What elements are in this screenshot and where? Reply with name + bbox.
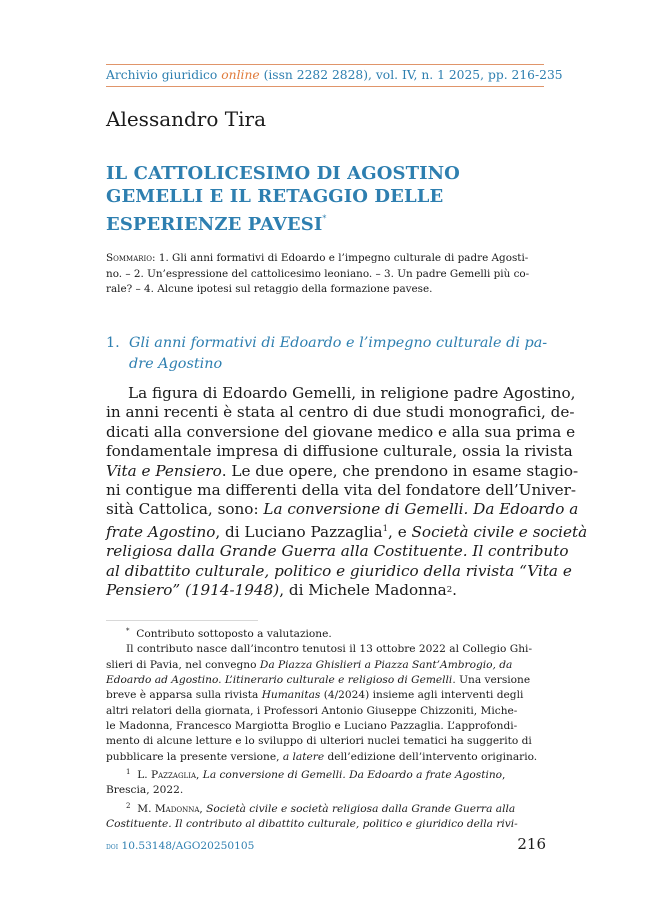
title-line: IL CATTOLICESIMO DI AGOSTINO [106, 163, 460, 184]
footnote-line: Costituente. Il contributo al dibattito culturale, politico e giuridico della rivi- [106, 818, 518, 831]
summary-line: no. – 2. Un’espressione del cattolicesimo leoniano. – 3. Un padre Gemelli più co- [106, 267, 530, 280]
footnote-line: le Madonna, Francesco Margiotta Broglio e Luciano Pazzaglia. L’approfondi- [106, 720, 518, 733]
body-text: sità Cattolica, sono: [106, 500, 264, 519]
footnote-separator [106, 620, 258, 621]
footnote-line [106, 673, 546, 688]
footnote-line: altri relatori della giornata, i Professori Antonio Giuseppe Chizzoniti, Miche- [106, 704, 518, 717]
footnote-text: , [196, 769, 203, 782]
section-title-line: dre Agostino [129, 355, 223, 372]
footnote-author: Pazzaglia [151, 769, 197, 782]
section-title [129, 333, 547, 374]
page-number: 216 [517, 835, 546, 853]
body-text: , di Michele Madonna [279, 581, 447, 600]
footnotes [106, 624, 546, 832]
article-title [106, 163, 546, 237]
footnote-text: Contributo sottoposto a valutazione. [136, 628, 332, 640]
footnote-ref-1[interactable]: 1 [382, 523, 389, 534]
journal-details: (issn 2282 2828), vol. IV, n. 1 2025, pp. 216-235 [263, 68, 563, 82]
footnote-marker: 2 [126, 801, 131, 810]
footnote-text: breve è apparsa sulla rivista [106, 689, 262, 702]
body-paragraph [106, 384, 588, 600]
footnote-italic: Da Piazza Ghislieri a Piazza Sant’Ambrogio, da [259, 658, 513, 671]
journal-header [106, 68, 563, 82]
journal-name: Archivio giuridico [106, 68, 218, 82]
footnote-line [106, 658, 546, 673]
book-title-italic: frate Agostino [106, 522, 216, 541]
footnote-text: , [502, 769, 506, 782]
footnote-ref-2[interactable]: 2 [446, 585, 453, 596]
header-bottom-rule [106, 86, 544, 87]
journal-title-italic: Vita e Pensiero [106, 461, 222, 480]
book-title-italic: La conversione di Gemelli. Da Edoardo a [263, 500, 579, 519]
body-text: . [452, 581, 457, 600]
body-line [106, 520, 588, 542]
body-line: La figura di Edoardo Gemelli, in religione padre Agostino, [128, 384, 576, 402]
title-footnote-marker[interactable]: * [322, 214, 327, 223]
journal-online: online [221, 68, 260, 82]
body-line: dicati alla conversione del giovane medico e alla sua prima e [106, 422, 576, 441]
book-title-italic: Società civile e società [411, 522, 588, 541]
footnote-line [106, 750, 546, 765]
section-number: 1. [106, 335, 120, 351]
footnote-text: L. [137, 769, 151, 782]
doi-link[interactable] [106, 840, 254, 852]
body-line [106, 461, 579, 481]
footnote-text: . Una versione [452, 674, 531, 687]
book-title-italic: Pensiero” (1914-1948) [106, 581, 280, 600]
footnote-text: slieri di Pavia, nel convegno [106, 658, 260, 671]
footnote-italic: La conversione di Gemelli. Da Edoardo a frate Agostino [202, 769, 503, 782]
footnote-italic: a latere [282, 750, 325, 763]
summary-text: 1. Gli anni formativi di Edoardo e l’impegno culturale di padre Agosti- [158, 252, 529, 264]
footnote-italic: Società civile e società religiosa dalla Grande Guerra alla [206, 802, 516, 815]
footnote-2 [106, 799, 546, 817]
body-line [106, 500, 579, 519]
footnote-author: Madonna [154, 802, 200, 815]
footnote-1 [106, 765, 546, 783]
body-line: religiosa dalla Grande Guerra alla Costituente. Il contributo [106, 542, 569, 561]
footnote-text: pubblicare la presente versione, [106, 750, 283, 763]
footnote-marker: 1 [126, 768, 131, 777]
body-text: . Le due opere, che prendono in esame stagio- [221, 461, 579, 480]
section-title-line: Gli anni formativi di Edoardo e l’impegno culturale di pa- [129, 335, 548, 351]
summary-line [106, 251, 546, 267]
footnote-star [106, 624, 546, 642]
doi-value: 10.53148/AGO20250105 [121, 840, 255, 852]
footnote-text: , [199, 802, 207, 815]
title-line [106, 208, 546, 237]
footnote-italic: Humanitas [261, 689, 321, 702]
title-line-text: ESPERIENZE PAVESI [106, 214, 323, 235]
body-line: fondamentale impresa di diffusione culturale, ossia la rivista [106, 442, 573, 461]
summary [106, 251, 546, 298]
summary-label: Sommario: [106, 252, 156, 264]
summary-line: rale? – 4. Alcune ipotesi sul retaggio della formazione pavese. [106, 283, 433, 295]
title-line: GEMELLI E IL RETAGGIO DELLE [106, 185, 444, 207]
author-name: Alessandro Tira [106, 107, 266, 131]
body-line: ni contigue ma differenti della vita del fondatore dell’Univer- [106, 481, 577, 500]
footnote-italic: Edoardo ad Agostino. L’itinerario culturale e religioso di Gemelli [106, 674, 453, 687]
footnote-text: (4/2024) insieme agli interventi degli [320, 689, 524, 702]
footnote-line: mento di alcune letture e lo sviluppo di ulteriori nuclei tematici ha suggerito di [106, 735, 532, 748]
body-line: al dibattito culturale, politico e giuridico della rivista “Vita e [106, 561, 572, 580]
footnote-line [106, 688, 546, 703]
doi-label: doi [106, 842, 119, 852]
footnote-text: M. [137, 802, 155, 815]
footnote-line: Brescia, 2022. [106, 784, 184, 797]
body-line [106, 581, 546, 600]
body-text: , di Luciano Pazzaglia [215, 522, 383, 541]
body-line: in anni recenti è stata al centro di due studi monografici, de- [106, 403, 575, 422]
footnote-text: dell’edizione dell’intervento originario. [324, 750, 538, 763]
footnote-line: Il contributo nasce dall’incontro tenutosi il 13 ottobre 2022 al Collegio Ghi- [126, 643, 533, 656]
body-text: , e [388, 522, 412, 541]
header-top-rule [106, 64, 544, 65]
footnote-marker: * [126, 627, 130, 635]
